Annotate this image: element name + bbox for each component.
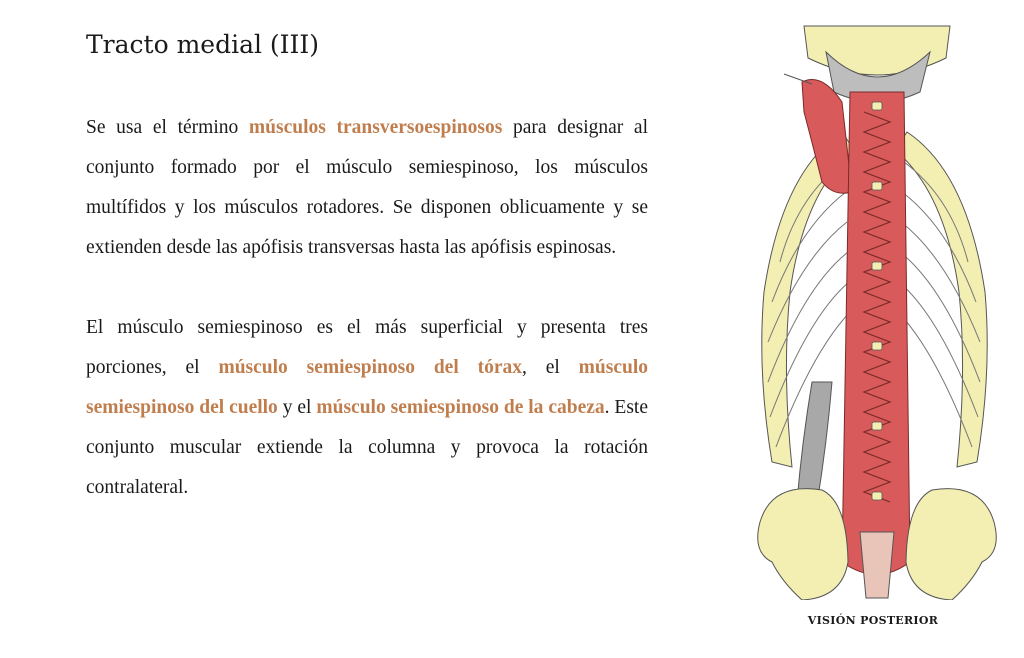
text-segment: Se usa el término <box>86 117 249 138</box>
sacrum <box>860 532 894 598</box>
highlight-transversoespinosos: músculos transversoespinosos <box>248 117 503 138</box>
highlight-semiespinoso-torax: músculo semiespinoso del tórax <box>218 357 522 378</box>
figure-caption: VISIÓN POSTERIOR <box>807 614 939 627</box>
text-segment: y el <box>277 397 317 418</box>
skull-base <box>804 26 950 75</box>
pointer-line <box>784 74 812 84</box>
anatomy-illustration <box>742 22 1012 600</box>
pelvis-right <box>906 489 996 600</box>
page-title: Tracto medial (III) <box>86 30 320 59</box>
text-segment: , el <box>522 357 579 378</box>
lateral-muscle <box>797 382 832 504</box>
spine-muscles <box>842 92 910 575</box>
body-text <box>86 108 648 508</box>
paragraph-2 <box>86 308 648 508</box>
text-segment: El músculo semiespinoso es el más superficial y presenta tres porciones, el <box>86 317 648 378</box>
text-segment: para designar al conjunto formado por el músculo semiespinoso, los músculos multífidos y los músculos rotadores. Se disponen oblicuamente y se extienden desde las apófisis transversas hasta las apófisis espinosas. <box>86 117 649 258</box>
highlight-semiespinoso-cuello: músculo semiespinoso del cuello <box>86 357 648 418</box>
text-segment: . Este conjunto muscular extiende la columna y provoca la rotación contralateral. <box>86 397 648 498</box>
highlight-semiespinoso-cabeza: músculo semiespinoso de la cabeza <box>316 397 605 418</box>
paragraph-1 <box>86 108 648 268</box>
pelvis-left <box>758 489 848 600</box>
